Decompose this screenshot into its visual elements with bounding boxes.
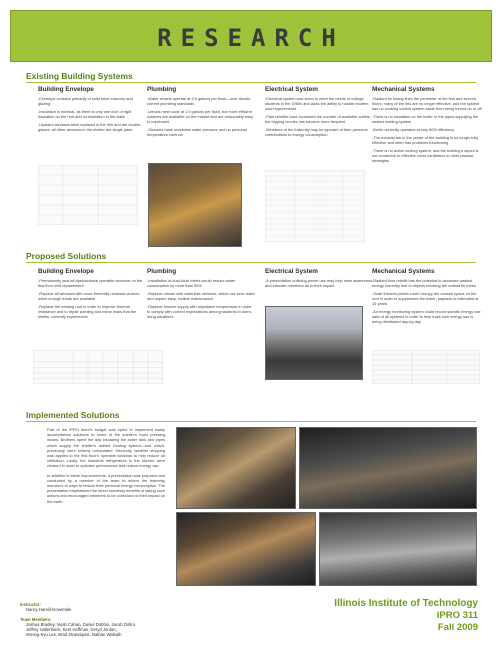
body-text: -Upstairs windows were replaced in the 90s and are double-glazed; all other windows in the shelter are single pane [38,122,142,132]
body-text: -Insulation is minimal, as there is only one inch of rigid insulation on the roof and no insulation in the walls [38,109,132,119]
column-title: Plumbing [147,268,177,275]
table-graphic [38,165,138,225]
existing-electrical-column [265,86,373,140]
body-text: -Replace all windows with more thermally resistant choices when enough funds are available [38,291,140,301]
body-text: -Urinals meet code at 1.0 gallons per flush, but more efficient systems are available on the market and are reasonably easy to implement [147,109,253,124]
body-text: -There is no active cooling system, and the building's layout is not conducive to effective cross ventilation or other passive strategies [372,148,479,163]
section-rule [26,421,476,422]
body-text: -Water closets operate at 3.5 gallons per flush—over double current plumbing standards [147,96,251,106]
body-text: -Showers have unreliable water pressure and no personal temperature controls [147,127,247,137]
section-rule [26,262,476,263]
envelope-r-value-table [38,165,138,225]
proposed-mechanical-column [372,268,482,327]
course-code: IPRO 311 [436,610,478,621]
proposed-electrical-column [265,268,373,291]
roof-photo [265,306,363,380]
window-photo [319,512,477,586]
table-graphic [265,170,365,242]
team-line: Joshua Bradley, Noah Cahan, Daniel Dobbin, Jacob Dohm, [26,622,137,627]
body-text: -Solar thermal panels could occupy the unused space on the roof in order to supplement the boiler; payback is estimated at 15 years [372,291,479,306]
instructor-label: Instructor: [20,602,41,607]
poster-title: RESEARCH [157,24,345,52]
body-text: -Electrical system was sized to meet the needs of college students in the 1960s and lacks the ability to handle modern load requirements [265,96,369,111]
term: Fall 2009 [437,622,478,633]
column-title: Mechanical Systems [372,86,435,93]
course-info [334,598,478,633]
credits [20,602,136,637]
body-text: -Installation of dual-flush toilets would reduce water consumption by more than 50% [147,278,236,288]
body-text: -Permanently seal all dysfunctional operable windows on the first floor until replacement [38,278,143,288]
body-text: -Replace shower supply with adjustable temperature in order to comply with current expectations among students in dorm-living situations [147,304,252,319]
column-title: Plumbing [147,86,177,93]
body-text: -Envelope consists primarily of solid brick masonry and glazing [38,96,133,106]
team-label: Team Members: [20,617,52,622]
electrical-load-table [265,170,365,242]
column-title: Building Envelope [38,268,94,275]
body-text: -Radiant floor retrofit has the potential to decrease wasted energy currently due to objects blocking the radiant fin tubes [372,278,476,288]
body-text: -Boiler currently operates at only 80% efficiency [372,127,455,132]
implemented-text [47,427,165,508]
school-name: Illinois Institute of Technology [334,598,478,609]
body-text: -Replace urinals with waterless versions, which use zero water and require easy, routine maintenance [147,291,255,301]
column-title: Mechanical Systems [372,268,435,275]
window-cost-table [33,350,163,384]
body-text: Part of the IPRO team's budget was spent to implement easily accomplished solutions to some of the shelter's most pressing issues. Brothers spent the day insulating the boiler tank and pipes which supply the shelter's radiant heating system—and which, previously, were entirely uninsulated. Secondly, weather stripping was applied to the first floor's operable windows to help reduce air infiltration. Lastly, the industrial refrigerators in the kitchen were cleaned in order to optimize performance and reduce energy use. [47,427,165,469]
existing-envelope-column [38,86,146,135]
body-text: -An energy monitoring system could record specific energy use data of all systems in order to help track how energy use is being distributed day-by-day [372,309,481,324]
plumbing-photo [148,163,242,247]
existing-mechanical-column [372,86,482,166]
column-title: Building Envelope [38,86,94,93]
insulation-photo [299,427,477,509]
pipes-photo [176,512,316,586]
column-title: Electrical System [265,86,318,93]
proposed-envelope-column [38,268,146,322]
body-text: -The exhaust fan in the center of the building is no longer fully effective and often has problems functioning [372,135,479,145]
body-text: -There is no insulation on the boiler or the pipes supplying the radiant heating system [372,114,479,124]
implemented-heading: Implemented Solutions [26,410,120,420]
section-rule [26,82,476,83]
body-text: -Past retrofits have increased the number of available outlets, but tripping circuits has become more frequent [265,114,371,124]
boiler-photo [176,427,296,509]
instructor-name: Nancy Hamill-Governale [26,607,72,612]
column-title: Electrical System [265,268,318,275]
body-text: -Members of the fraternity may be ignorant of their personal contributions to energy consumption [265,127,368,137]
proposed-plumbing-column [147,268,255,322]
body-text: -A presentation outlining power use may help raise awareness and educate members as to their impact [265,278,373,288]
body-text: -Radiant fin tubing lines the perimeter of the first and second floors; many of the fins are no longer effective, and the system has no working control system aside from being turned on or off [372,96,482,111]
body-text: In addition to these improvements, a presentation was prepared and conducted by a member of the team to inform the fraternity members of ways to reduce their personal energy consumption. The presentation emphasized the direct monetary benefits of taking such actions and encouraged members to be conscious of their impact on the earth. [47,472,165,504]
proposed-heading: Proposed Solutions [26,251,107,261]
team-line: Jeffrey Hallenbeck, Kent Hoffman, Deryd Jordan, [26,627,117,632]
table-graphic [372,350,480,384]
existing-plumbing-column [147,86,255,140]
solar-payback-table [372,350,480,384]
table-graphic [33,350,163,384]
title-banner [10,10,492,62]
existing-heading: Existing Building Systems [26,71,133,81]
body-text: -Replace the existing roof in order to improve thermal resistance and to repair ponding and minor leaks that the shelter currently experiences [38,304,137,319]
team-line: Woong-Kyu Lee, Brad Strandquist, Nathan Walsath [26,632,122,637]
